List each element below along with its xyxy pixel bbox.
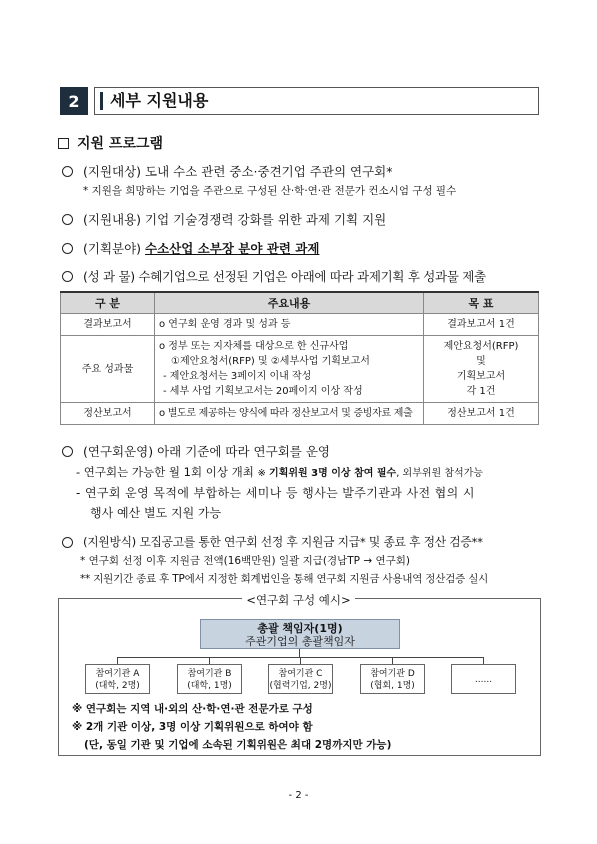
circle-bullet-icon [62,166,73,177]
outputs-table [60,291,539,425]
institution-box [360,664,425,694]
goal-line: 및 [476,356,486,367]
program-heading [58,133,163,153]
row-content: o 연구회 운영 경과 및 성과 등 [155,314,424,336]
connector-line [299,649,300,657]
table-header: 구 분 [61,292,155,314]
connector-line [300,657,301,664]
connector-line [117,657,118,664]
head-subtitle: 주관기업의 총괄책임자 [245,635,355,648]
field-bullet [62,240,319,257]
program-title: 지원 프로그램 [77,136,164,152]
outputs-text: (성 과 물) 수혜기업으로 선정된 기업은 아래에 따라 과제기획 후 성과물 제출 [83,269,486,284]
field-value: 수소산업 소부장 분야 관련 과제 [145,241,320,256]
table-header-row [61,292,539,314]
institution-box [451,664,516,694]
operation-line-1: - 연구회는 가능한 월 1회 이상 개최 ※ 기획위원 3명 이상 참여 필수, 외부위원 참석가능 [76,465,484,479]
section-title: 세부 지원내용 [110,91,209,110]
institution-name: 참여기관 B [187,669,232,679]
section-number: 2 [60,87,88,115]
operation-bullet [62,443,330,460]
head-box [200,619,400,649]
row-category: 주요 성과물 [61,336,155,403]
circle-bullet-icon [62,271,73,282]
table-header: 목 표 [424,292,539,314]
content-line: ①제안요청서(RFP) 및 ②세부사업 기획보고서 [171,356,370,367]
goal-line: 기획보고서 [456,371,506,382]
method-bullet [62,534,483,551]
institution-detail: (대학, 2명) [95,681,140,691]
content-line: - 세부 사업 기획보고서는 20페이지 이상 작성 [163,386,363,397]
content-line: o 정부 또는 지자체를 대상으로 한 신규사업 [159,341,349,352]
circle-bullet-icon [62,214,73,225]
method-note-2: ** 지원기간 종료 후 TP에서 지정한 회계법인을 통해 연구회 지원금 사용내역 정산검증 실시 [80,573,489,585]
institution-box [268,664,333,694]
institution-box [177,664,242,694]
goal-line: 제안요청서(RFP) [443,341,519,352]
page-number: - 2 - [288,790,309,801]
target-text: (지원대상) 도내 수소 관련 중소·중견기업 주관의 연구회* [83,164,393,179]
section-title-bar [100,92,103,110]
institution-name: 참여기관 C [278,669,323,679]
content-text: (지원내용) 기업 기술경쟁력 강화를 위한 과제 기획 지원 [83,212,387,227]
institution-detail: (협력기업, 2명) [269,681,332,691]
outputs-bullet [62,268,486,285]
connector-line [483,657,484,664]
institution-detail: (대학, 1명) [187,681,232,691]
circle-bullet-icon [62,537,73,548]
field-prefix: (기획분야) [83,241,146,256]
institution-name: 참여기관 A [95,669,140,679]
row-category: 결과보고서 [61,314,155,336]
head-title: 총괄 책임자(1명) [257,622,343,635]
table-row [61,403,539,425]
row-content: o 별도로 제공하는 양식에 따라 정산보고서 및 증빙자료 제출 [155,403,424,425]
org-note-2: ※ 2개 기관 이상, 3명 이상 기획위원으로 하여야 함 [72,721,313,733]
connector-line [209,657,210,664]
method-title: (지원방식) 모집공고를 통한 연구회 선정 후 지원금 지급* 및 종료 후 정산 검증** [83,535,483,549]
content-line: - 제안요청서는 3페이지 이내 작성 [163,371,312,382]
operation-line-3: 행사 예산 별도 지원 가능 [90,506,222,520]
row-goal: 결과보고서 1건 [424,314,539,336]
target-bullet [62,163,392,180]
org-diagram-title: <연구회 구성 예시> [0,592,597,608]
row-goal: 정산보고서 1건 [424,403,539,425]
row-category: 정산보고서 [61,403,155,425]
org-note-3: (단, 동일 기관 및 기업에 소속된 기획위원은 최대 2명까지만 가능) [84,739,392,751]
table-header: 주요내용 [155,292,424,314]
institution-box [85,664,150,694]
goal-line: 각 1건 [466,386,496,397]
method-note-1: * 연구회 선정 이후 지원금 전액(16백만원) 일괄 지급(경남TP → 연구회) [80,555,411,567]
operation-line-2: - 연구회 운영 목적에 부합하는 세미나 등 행사는 발주기관과 사전 협의 시 [76,486,475,500]
circle-bullet-icon [62,243,73,254]
row-content [155,336,424,403]
operation-title: (연구회운영) 아래 기준에 따라 연구회를 운영 [83,444,330,459]
institution-name: ...... [474,675,493,685]
content-bullet [62,211,386,228]
row-goal [424,336,539,403]
institution-detail: (협회, 1명) [370,681,415,691]
connector-line [392,657,393,664]
square-bullet-icon [58,138,69,149]
target-note: * 지원을 희망하는 기업을 주관으로 구성된 산·학·연·관 전문가 컨소시엄 구성 필수 [83,185,457,197]
circle-bullet-icon [62,446,73,457]
org-note-1: ※ 연구회는 지역 내·외의 산·학·연·관 전문가로 구성 [72,703,313,715]
institution-name: 참여기관 D [370,669,415,679]
table-row [61,336,539,403]
table-row [61,314,539,336]
